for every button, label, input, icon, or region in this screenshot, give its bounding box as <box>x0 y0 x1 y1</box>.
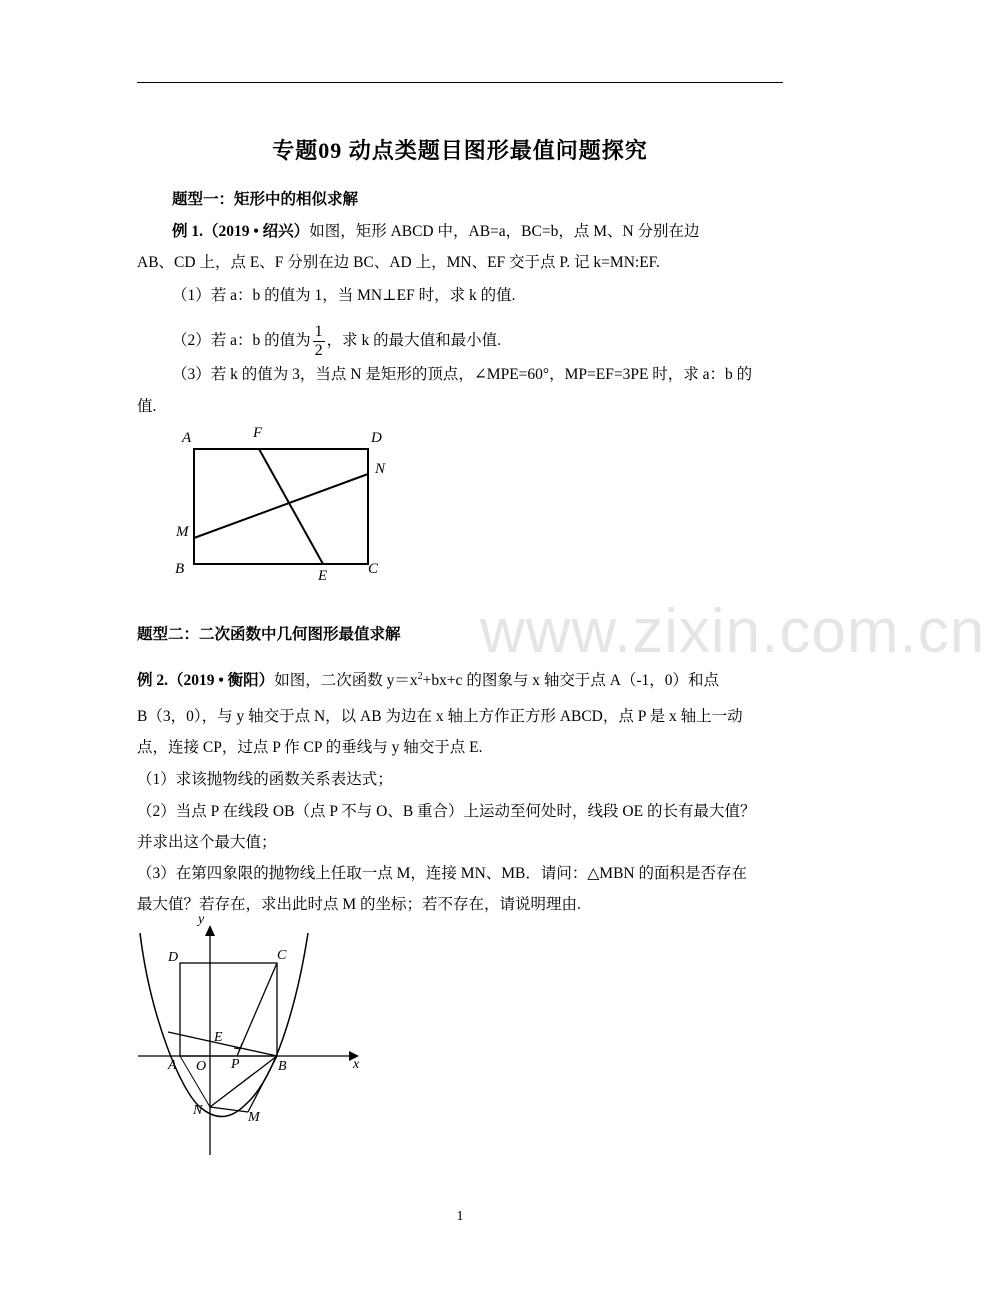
label-f: F <box>253 425 263 441</box>
label-e2: E <box>214 1030 223 1045</box>
fraction-denominator: 2 <box>314 341 323 359</box>
label-a2: A <box>168 1058 177 1073</box>
label-o: O <box>196 1059 207 1074</box>
example1-question3-line2: 值. <box>137 398 157 415</box>
example2-line1-pre: 如图，二次函数 y＝x <box>274 672 418 690</box>
example1-line1-text: 如图，矩形 ABCD 中，AB=a，BC=b，点 M、N 分别在边 <box>309 223 700 240</box>
label-c2: C <box>277 948 287 963</box>
page-title: 专题09 动点类题目图形最值问题探究 <box>272 138 648 163</box>
example1-label: 例 1.（2019 • 绍兴） <box>172 223 310 240</box>
q2-suffix: ，求 k 的最大值和最小值. <box>326 332 502 349</box>
label-b2: B <box>278 1059 287 1074</box>
example2-line1 <box>137 667 719 691</box>
example2-question3-line2: 最大值？若存在，求出此时点 M 的坐标；若不存在，请说明理由. <box>137 896 581 913</box>
fraction-numerator: 1 <box>314 322 323 340</box>
fraction-one-half <box>313 323 325 360</box>
section2-heading: 题型二：二次函数中几何图形最值求解 <box>137 626 401 643</box>
label-m: M <box>176 524 189 540</box>
example2-question3-line1: （3）在第四象限的抛物线上任取一点 M，连接 MN、MB．请问：△MBN 的面积是否存在 <box>137 865 747 882</box>
label-x: x <box>353 1057 360 1072</box>
label-p: P <box>231 1057 240 1072</box>
page-number: 1 <box>456 1209 464 1224</box>
segment-nb <box>210 1056 277 1107</box>
label-m2: M <box>248 1110 260 1125</box>
label-n2: N <box>193 1103 203 1118</box>
label-b: B <box>175 561 185 577</box>
segment-mb <box>248 1056 277 1112</box>
watermark: www.zixin.com.cn <box>480 597 985 666</box>
square-abcd <box>180 963 277 1056</box>
segment-ef <box>259 449 323 564</box>
segment-cp <box>237 963 277 1056</box>
example1-question1: （1）若 a：b 的值为 1，当 MN⊥EF 时，求 k 的值. <box>172 287 516 304</box>
example2-line1-post: +bx+c 的图象与 x 轴交于点 A（-1，0）和点 <box>422 672 720 690</box>
example2-line2: B（3，0），与 y 轴交于点 N，以 AB 为边在 x 轴上方作正方形 ABCD，点 P 是 x 轴上一动 <box>137 708 743 725</box>
label-y: y <box>198 912 205 927</box>
section1-heading: 题型一：矩形中的相似求解 <box>172 191 359 208</box>
example2-question1: （1）求该抛物线的函数关系表达式； <box>137 771 393 788</box>
example2-superscript: 2 <box>417 671 423 682</box>
rectangle-figure <box>170 425 400 590</box>
example1-question3-line1: （3）若 k 的值为 3，当点 N 是矩形的顶点，∠MPE=60°，MP=EF=3PE 时，求 a：b 的 <box>172 366 753 383</box>
example2-question2-line1: （2）当点 P 在线段 OB（点 P 不与 O、B 重合）上运动至何处时，线段 OE 的长有最大值？ <box>137 803 756 820</box>
label-a: A <box>182 430 192 446</box>
right-angle-mark <box>234 1043 242 1049</box>
label-d: D <box>371 430 382 446</box>
example2-label: 例 2.（2019 • 衡阳） <box>137 672 275 690</box>
example1-line1 <box>172 222 700 242</box>
label-e: E <box>318 568 328 584</box>
label-d2: D <box>168 950 179 965</box>
header-rule <box>137 82 783 83</box>
label-c: C <box>368 561 379 577</box>
q2-prefix: （2）若 a：b 的值为 <box>172 332 311 349</box>
label-n: N <box>375 461 386 477</box>
example2-question2-line2: 并求出这个最大值； <box>137 834 277 851</box>
y-axis-arrow <box>205 925 215 936</box>
segment-mn <box>194 474 368 538</box>
example2-line3: 点，连接 CP，过点 P 作 CP 的垂线与 y 轴交于点 E. <box>137 739 483 756</box>
example1-question2 <box>172 321 501 361</box>
example1-line2: AB、CD 上，点 E、F 分别在边 BC、AD 上，MN、EF 交于点 P. 记 k=MN:EF. <box>137 254 660 271</box>
